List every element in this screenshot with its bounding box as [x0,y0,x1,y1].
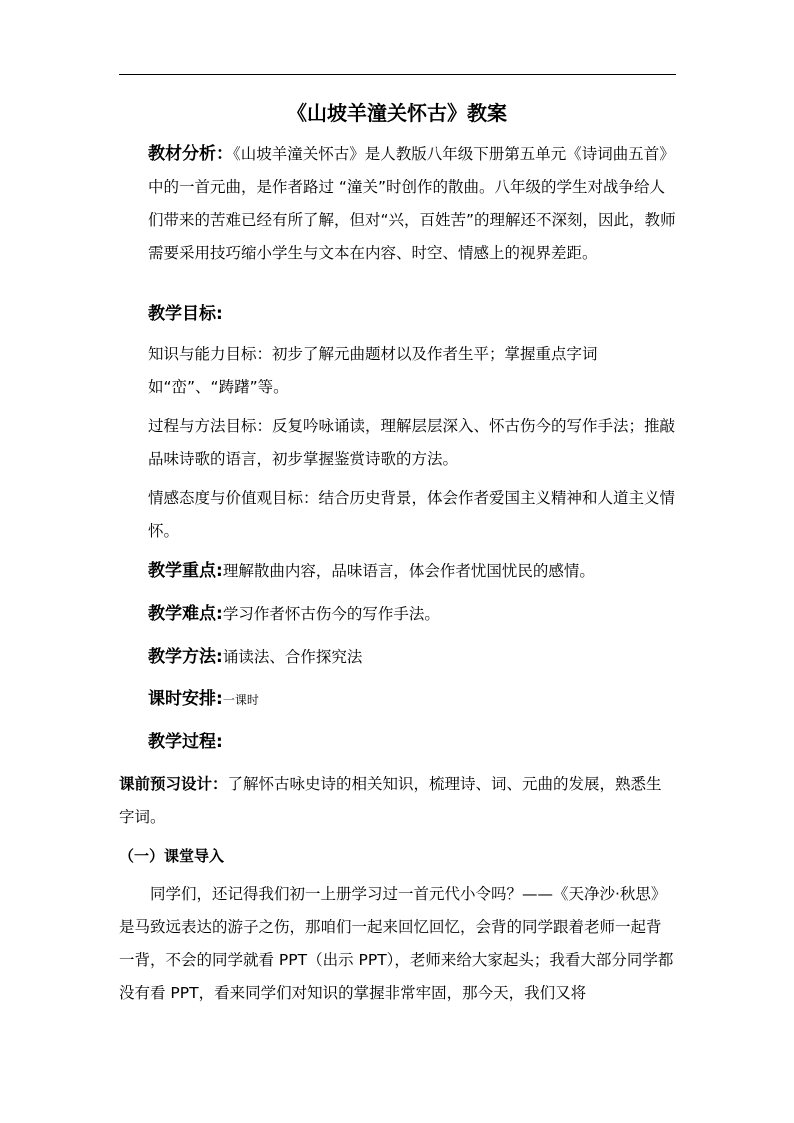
schedule-text: 一课时 [222,693,259,707]
schedule-label: 课时安排: [148,689,223,709]
preview-label: 课前预习设计： [119,775,228,793]
key-point-line [148,555,676,588]
difficulty-line [148,598,676,631]
preview-paragraph [119,768,676,834]
header-rule [119,74,676,75]
analysis-label: 教材分析： [148,144,233,164]
key-point-text: 理解散曲内容，品味语言，体会作者忧国忧民的感情。 [222,562,595,580]
process-heading: 教学过程: [148,732,223,752]
intro-paragraph [119,878,676,1010]
analysis-paragraph [148,138,676,270]
section-intro-heading: （一）课堂导入 [119,847,225,865]
goal-knowledge: 知识与能力目标：初步了解元曲题材以及作者生平；掌握重点字词如“峦”、“踌躇”等。 [148,345,598,396]
analysis-text: 《山坡羊潼关怀古》是人教版八年级下册第五单元《诗词曲五首》中的一首元曲，是作者路过 “潼关”时创作的散曲。八年级的学生对战争给人们带来的苦难已经有所了解，但对“兴，百姓苦”的理解还不深刻，因此，教师需要采用技巧缩小学生与文本在内容、时空、情感上的视界差距。 [148,145,676,262]
method-text: 诵读法、合作探究法 [222,648,363,666]
intro-text: 同学们，还记得我们初一上册学习过一首元代小令吗？——《天净沙·秋思》是马致远表达的游子之伤，那咱们一起来回忆回忆，会背的同学跟着老师一起背一背，不会的同学就看 PPT（出示 PPT），老师来给大家起头；我看大部分同学都没有看 PPT，看来同学们对知识的掌握非常牢固，那今天，我们又将 [119,885,674,1002]
difficulty-text: 学习作者怀古伤今的写作手法。 [222,605,440,623]
goals-heading: 教学目标: [148,304,223,324]
goal-process: 过程与方法目标：反复吟咏诵读，理解层层深入、怀古伤今的写作手法；推敲品味诗歌的语言，初步掌握鉴赏诗歌的方法。 [148,417,676,468]
method-label: 教学方法: [148,647,223,667]
difficulty-label: 教学难点: [148,604,223,624]
preview-text: 了解怀古咏史诗的相关知识，梳理诗、词、元曲的发展，熟悉生字词。 [119,775,662,826]
key-point-label: 教学重点: [148,561,223,581]
method-line [148,641,676,674]
schedule-line [148,683,676,717]
document-title: 《山坡羊潼关怀古》教案 [287,101,507,125]
goal-emotion: 情感态度与价值观目标：结合历史背景，体会作者爱国主义精神和人道主义情怀。 [148,489,676,540]
